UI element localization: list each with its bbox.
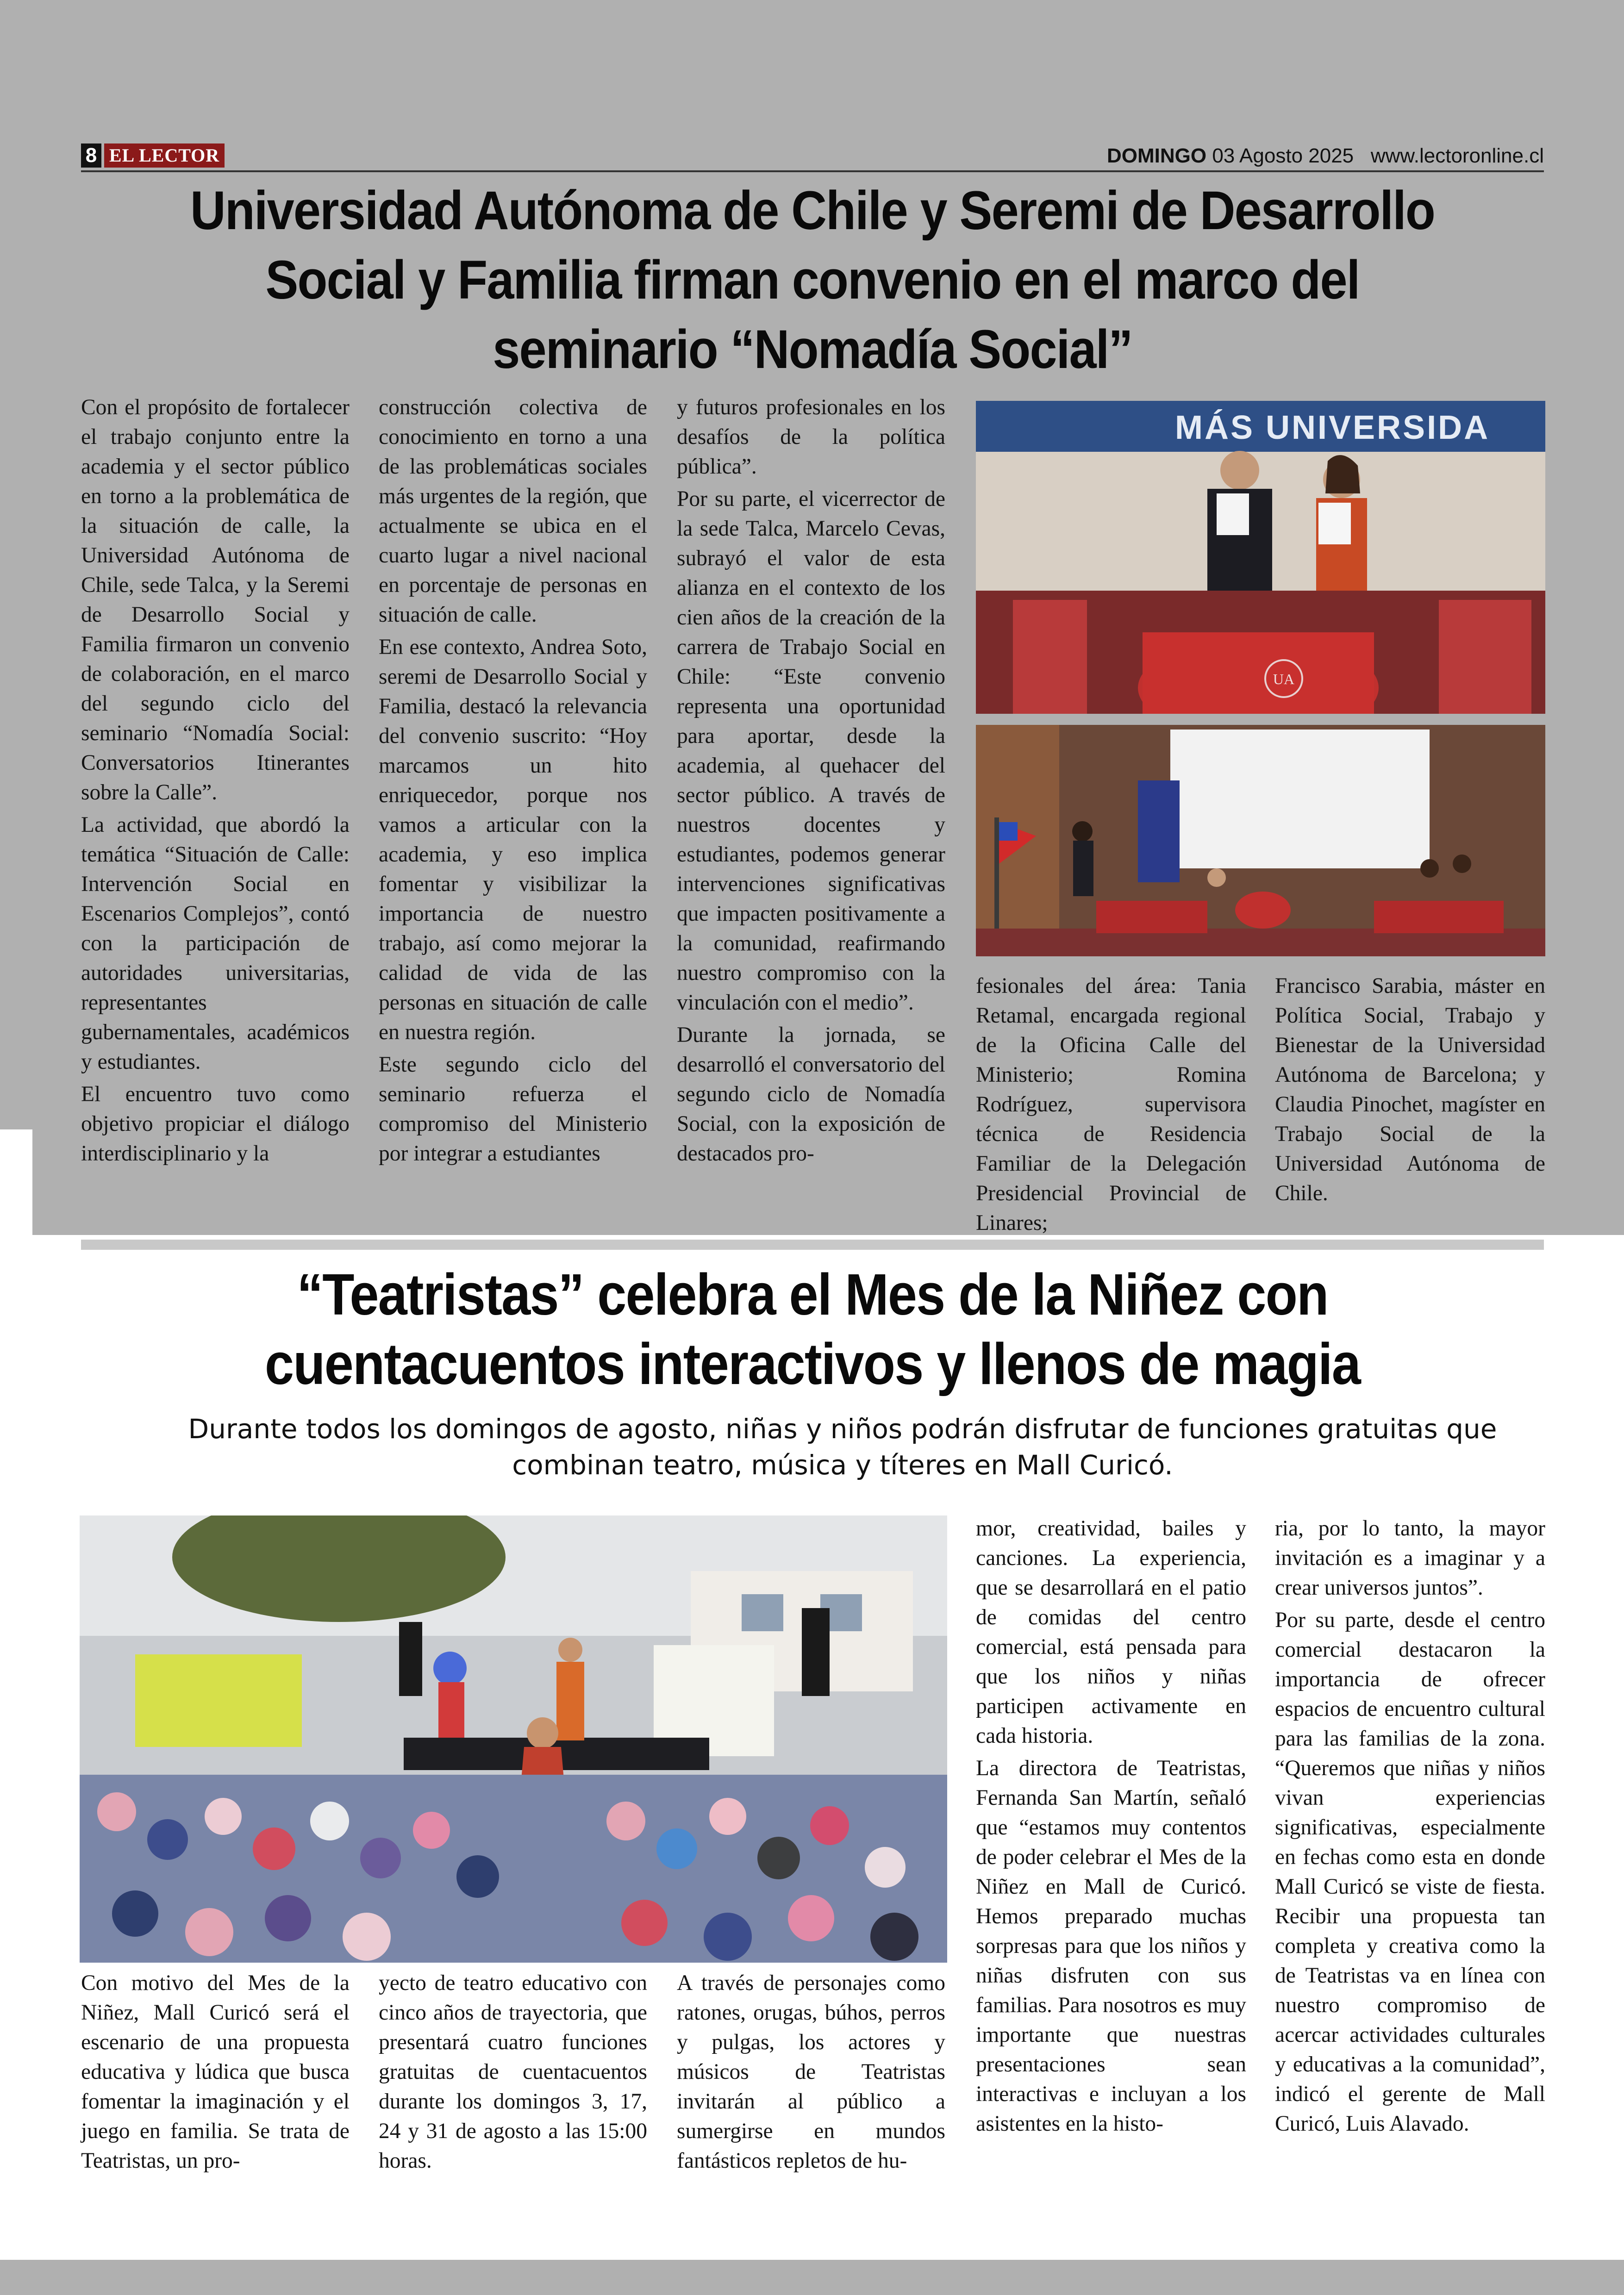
page-header: [81, 142, 1544, 172]
photo-banner-text: MÁS UNIVERSIDA: [1175, 409, 1490, 446]
article1-column-4: [976, 971, 1246, 1241]
article1-column-1: [81, 393, 350, 1171]
article2-column-5: [1275, 1514, 1545, 2141]
paragraph: construcción colectiva de conocimiento en torno a una de las problemáticas sociales más urgentes de la región, que actualmente se ubica en el cuarto lugar a nivel nacional en porcentaje de personas en situación de calle.: [379, 395, 647, 627]
paragraph: ria, por lo tanto, la mayor invitación es a imaginar y a crear universos juntos”.: [1275, 1516, 1545, 1600]
paragraph: Por su parte, desde el centro comercial destacaron la importancia de ofrecer espacios de encuentro cultural para las familias de la zona. “Queremos que niñas y niños vivan experiencias significativas, especialmente en fechas como esta en donde Mall Curicó se viste de fiesta. Recibir una propuesta tan completa y creativa como la de Teatristas va en línea con nuestro compromiso de acercar actividades culturales y educativas a la comunidad”, indicó el gerente de Mall Curicó, Luis Alavado.: [1275, 1608, 1545, 2136]
header-date: 03 Agosto 2025: [1212, 144, 1354, 167]
publication-logo: EL LECTOR: [104, 143, 225, 168]
article1-headline-line: Universidad Autónoma de Chile y Seremi de Desarrollo: [190, 180, 1435, 241]
article1-column-5: [1275, 971, 1545, 1211]
article2-headline-line: cuentacuentos interactivos y llenos de magia: [265, 1331, 1360, 1397]
article2-headline-line: “Teatristas” celebra el Mes de la Niñez con: [297, 1262, 1328, 1327]
paragraph: y futuros profesionales en los desafíos de la política pública”.: [677, 395, 945, 479]
article2-column-3: [677, 1968, 945, 2178]
article2-column-4: [976, 1514, 1246, 2141]
header-website-link[interactable]: www.lectoronline.cl: [1370, 144, 1544, 167]
article-divider: [81, 1240, 1544, 1250]
article1-headline-line: seminario “Nomadía Social”: [493, 319, 1132, 380]
signing-ceremony-photo: [976, 401, 1545, 714]
storytelling-show-photo: [80, 1515, 947, 1963]
paragraph: yecto de teatro educativo con cinco años de trayectoria, que presentará cuatro funciones gratuitas de cuentacuentos durante los domingos 3, 17, 24 y 31 de agosto a las 15:00 horas.: [379, 1971, 647, 2173]
paragraph: A través de personajes como ratones, orugas, búhos, perros y pulgas, los actores y músicos de Teatristas invitarán al público a sumergirse en mundos fantásticos repletos de hu-: [677, 1971, 945, 2173]
paragraph: Con motivo del Mes de la Niñez, Mall Curicó será el escenario de una propuesta educativa y lúdica que busca fomentar la imaginación y el juego en familia. Se trata de Teatristas, un pro-: [81, 1971, 350, 2173]
paragraph: Con el propósito de fortalecer el trabajo conjunto entre la academia y el sector público en torno a la problemática de la situación de calle, la Universidad Autónoma de Chile, sede Talca, y la Seremi de Desarrollo Social y Familia firmaron un convenio de colaboración, en el marco del segundo ciclo del seminario “Nomadía Social: Conversatorios Itinerantes sobre la Calle”.: [81, 395, 350, 804]
paragraph: Francisco Sarabia, máster en Política Social, Trabajo y Bienestar de la Universidad Autónoma de Barcelona; y Claudia Pinochet, magíster en Trabajo Social de la Universidad Autónoma de Chile.: [1275, 974, 1545, 1205]
paragraph: La directora de Teatristas, Fernanda San Martín, señaló que “estamos muy contentos de poder celebrar el Mes de la Niñez en Mall de Curicó. Hemos preparado muchas sorpresas para que los niños y niñas disfruten con sus familias. Para nosotros es muy importante que nuestras presentaciones sean interactivas e incluyan a los asistentes en la histo-: [976, 1756, 1246, 2136]
paragraph: Este segundo ciclo del seminario refuerza el compromiso del Ministerio por integrar a estudiantes: [379, 1053, 647, 1166]
header-dateline: [1107, 142, 1544, 170]
bottom-band: [0, 2260, 1624, 2295]
page-number: 8: [81, 143, 101, 168]
article1-headline-line: Social y Familia firman convenio en el marco del: [265, 249, 1360, 311]
article1-column-3: [677, 393, 945, 1171]
paragraph: El encuentro tuvo como objetivo propiciar el diálogo interdisciplinario y la: [81, 1082, 350, 1166]
page-margin-strip: [0, 1129, 32, 1235]
article1-column-2: [379, 393, 647, 1171]
paragraph: La actividad, que abordó la temática “Situación de Calle: Intervención Social en Escenarios Complejos”, contó con la participación de autoridades universitarias, representantes gubernamentales, académicos y estudiantes.: [81, 813, 350, 1074]
photo-seal-text: UA: [1273, 671, 1295, 687]
paragraph: Durante la jornada, se desarrolló el conversatorio del segundo ciclo de Nomadía Social, con la exposición de destacados pro-: [677, 1023, 945, 1166]
article2-headline: [154, 1260, 1471, 1399]
paragraph: En ese contexto, Andrea Soto, seremi de Desarrollo Social y Familia, destacó la relevancia del convenio suscrito: “Hoy marcamos un hito enriquecedor, porque nos vamos a articular con la academia, y eso implica fomentar y visibilizar la importancia de nuestro trabajo, así como mejorar la calidad de vida de las personas en situación de calle en nuestra región.: [379, 635, 647, 1044]
article2-column-1: [81, 1968, 350, 2178]
header-day: DOMINGO: [1106, 144, 1207, 167]
paragraph: fesionales del área: Tania Retamal, encargada regional de la Oficina Calle del Ministerio; Romina Rodríguez, supervisora técnica de Residencia Familiar de la Delegación Presidencial Provincial de Linares;: [976, 974, 1246, 1235]
article2-subheadline: Durante todos los domingos de agosto, niñas y niños podrán disfrutar de funciones gratuitas que combinan teatro, música y títeres en Mall Curicó.: [188, 1413, 1497, 1481]
paragraph: Por su parte, el vicerrector de la sede Talca, Marcelo Cevas, subrayó el valor de esta alianza en el contexto de los cien años de la creación de la carrera de Trabajo Social en Chile: “Este convenio representa una oportunidad para aportar, desde la academia, al quehacer del sector público. A través de nuestros docentes y estudiantes, podemos generar intervenciones significativas que impacten positivamente a la comunidad, reafirmando nuestro compromiso con la vinculación con el medio”.: [677, 487, 945, 1015]
article2-column-2: [379, 1968, 647, 2178]
paragraph: mor, creatividad, bailes y canciones. La experiencia, que se desarrollará en el patio de comidas del centro comercial, está pensada para que los niños y niñas participen activamente en cada historia.: [976, 1516, 1246, 1748]
seminar-panel-photo: [976, 725, 1545, 956]
article1-headline: [154, 176, 1471, 384]
